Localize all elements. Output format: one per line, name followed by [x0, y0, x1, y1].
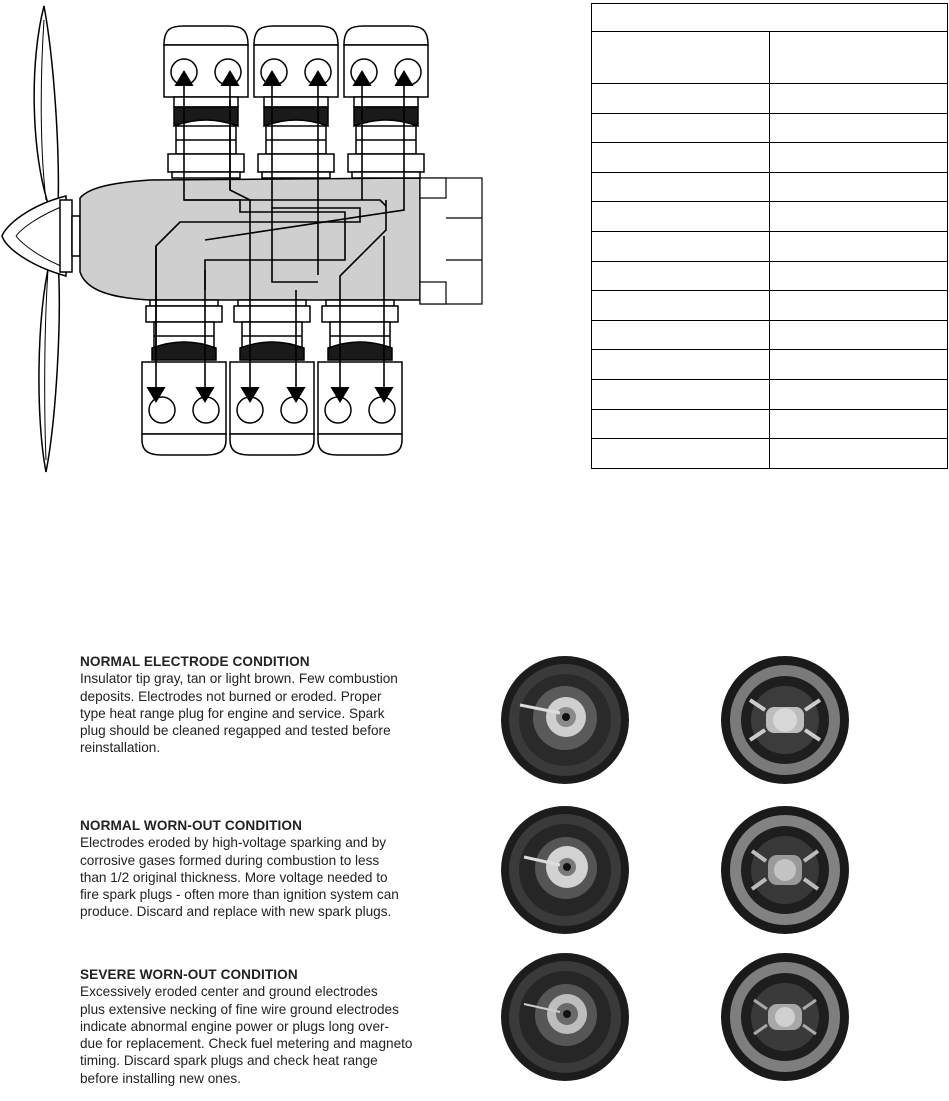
condition-line: Insulator tip gray, tan or light brown. Few combustion: [80, 671, 398, 687]
top-cylinders: [164, 26, 428, 178]
condition-line: plus extensive necking of fine wire ground electrodes: [80, 1001, 399, 1017]
condition-normal-worn-out: [80, 817, 480, 921]
condition-line: produce. Discard and replace with new spark plugs.: [80, 904, 392, 920]
table-body: [592, 84, 948, 469]
table-row: [592, 84, 948, 114]
table-cell: [592, 409, 770, 439]
table-cell: [770, 113, 948, 143]
table-cell: [592, 143, 770, 173]
condition-line: indicate abnormal engine power or plugs long over-: [80, 1018, 390, 1034]
condition-line: before installing new ones.: [80, 1070, 241, 1086]
table-cell: [770, 261, 948, 291]
table-cell: [592, 350, 770, 380]
table-cell: [592, 231, 770, 261]
table-row: [592, 350, 948, 380]
table-cell: [770, 409, 948, 439]
table-cell: [592, 113, 770, 143]
bottom-cylinders: [142, 300, 402, 455]
table-row: [592, 320, 948, 350]
engine-wiring-diagram: [0, 0, 500, 480]
cylinder-top-1: [164, 26, 248, 178]
plug-photo-severe-side: [500, 952, 630, 1082]
table-cell: [592, 379, 770, 409]
condition-heading: SEVERE WORN-OUT CONDITION: [80, 967, 298, 982]
condition-line: than 1/2 original thickness. More voltage needed to: [80, 869, 388, 885]
table-row: [592, 231, 948, 261]
spark-plug-terminal: [369, 397, 395, 423]
plug-photo-worn-side: [500, 805, 630, 935]
table-cell: [592, 84, 770, 114]
condition-line: Excessively eroded center and ground electrodes: [80, 984, 378, 1000]
condition-line: due for replacement. Check fuel metering and magneto: [80, 1036, 413, 1052]
spark-plug-terminal: [395, 59, 421, 85]
table-row: [592, 113, 948, 143]
table-cell: [592, 172, 770, 202]
table-row: [592, 172, 948, 202]
spark-plug-terminal: [281, 397, 307, 423]
table-cell: [770, 439, 948, 469]
table-cell: [592, 291, 770, 321]
spark-plug-terminal: [149, 397, 175, 423]
cylinder-bottom-3: [318, 300, 402, 455]
plug-photo-severe-end: [720, 952, 850, 1082]
condition-line: fire spark plugs - often more than ignition system can: [80, 887, 399, 903]
propeller-blade-upper: [34, 6, 58, 210]
table-cell: [770, 291, 948, 321]
table-row: [592, 379, 948, 409]
table-cell: [770, 231, 948, 261]
cylinder-top-2: [254, 26, 338, 178]
condition-severe-worn-out: [80, 966, 480, 1087]
table-cell: [770, 172, 948, 202]
table-header: [592, 4, 948, 32]
condition-line: Electrodes eroded by high-voltage sparking and by: [80, 835, 387, 851]
table-cell: [770, 350, 948, 380]
table-cell: [770, 84, 948, 114]
table-row: [592, 261, 948, 291]
table-row: [592, 439, 948, 469]
spark-plug-terminal: [351, 59, 377, 85]
table-cell: [592, 202, 770, 232]
condition-line: plug should be cleaned regapped and tested before: [80, 723, 391, 739]
cylinder-bottom-1: [142, 300, 226, 455]
table-cell: [592, 320, 770, 350]
cylinder-bottom-2: [230, 300, 314, 455]
spark-plug-terminal: [215, 59, 241, 85]
table-cell: [770, 320, 948, 350]
table-cell: [592, 261, 770, 291]
condition-line: corrosive gases formed during combustion to less: [80, 852, 380, 868]
table-row: [592, 143, 948, 173]
spark-plug-log-table: [591, 3, 948, 469]
condition-line: deposits. Electrodes not burned or eroded. Proper: [80, 688, 382, 704]
spark-plug-terminal: [237, 397, 263, 423]
spark-plug-terminal: [325, 397, 351, 423]
plug-photo-normal-side: [500, 655, 630, 785]
spark-plug-terminal: [261, 59, 287, 85]
table-cell: [770, 379, 948, 409]
table-row: [592, 291, 948, 321]
condition-heading: NORMAL WORN-OUT CONDITION: [80, 818, 302, 833]
condition-line: type heat range plug for engine and service. Spark: [80, 705, 385, 721]
column-header-2: [770, 32, 948, 84]
condition-heading: NORMAL ELECTRODE CONDITION: [80, 654, 310, 669]
table-cell: [592, 439, 770, 469]
column-header-1: [592, 32, 770, 84]
condition-normal-electrode: [80, 653, 480, 757]
spark-plug-terminal: [193, 397, 219, 423]
propeller-blade-lower: [39, 260, 59, 472]
condition-line: reinstallation.: [80, 740, 161, 756]
plug-photo-worn-end: [720, 805, 850, 935]
cylinder-top-3: [344, 26, 428, 178]
accessory-case: [420, 178, 482, 304]
table-row: [592, 202, 948, 232]
table-cell: [770, 202, 948, 232]
table-cell: [770, 143, 948, 173]
condition-line: timing. Discard spark plugs and check heat range: [80, 1053, 378, 1069]
table-row: [592, 409, 948, 439]
propeller: [2, 6, 80, 472]
plug-photo-normal-end: [720, 655, 850, 785]
propeller-hub: [60, 200, 72, 272]
